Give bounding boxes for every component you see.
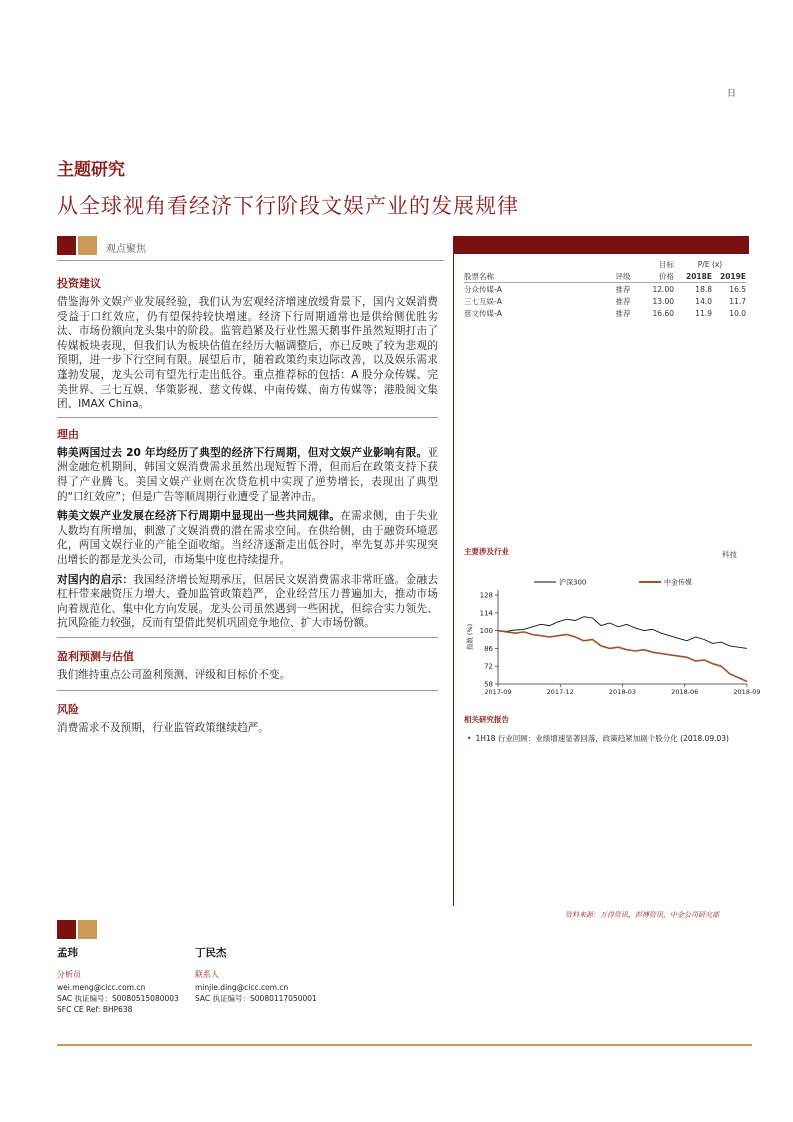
focus-swatch-red xyxy=(57,236,76,255)
stock-table xyxy=(464,258,746,319)
reason-paragraph-1 xyxy=(57,446,438,504)
section-title: 主题研究 xyxy=(57,160,125,180)
related-research-item[interactable] xyxy=(467,733,747,744)
x-tick-label: 2018-06 xyxy=(671,688,699,696)
analyst-card xyxy=(195,945,317,1004)
stock-name: 慈文传媒-A xyxy=(464,308,502,318)
legend-label: 中金传媒 xyxy=(664,578,692,587)
x-tick-label: 2018-03 xyxy=(608,688,637,696)
footer-rule xyxy=(57,1044,752,1046)
col-header-name: 股票名称 xyxy=(464,271,494,281)
divider xyxy=(57,637,438,638)
right-panel-header-bar xyxy=(453,236,749,254)
source-note: 资料来源：万得资讯，彭博资讯，中金公司研究部 xyxy=(565,911,719,919)
industry-value: 科技 xyxy=(722,550,737,559)
stock-rating: 推荐 xyxy=(615,284,631,294)
stock-pe-2019e: 11.7 xyxy=(729,296,746,306)
investment-text: 借鉴海外文娱产业发展经验，我们认为宏观经济增速放缓背景下，国内文娱消费受益于口红效应，仍有望保持较快增速。经济下行周期通常也是供给侧优胜劣汰、市场份额向龙头集中的阶段。监管趋紧及行业性黑天鹅事件虽然短期打击了传媒板块表现，但我们认为板块估值在经历大幅调整后，亦已反映了较为悲观的预期，进一步下行空间有限。展望后市，随着政策约束边际改善，以及娱乐需求蓬勃发展，龙头公司有望先行走出低谷。重点推荐标的包括：A 股分众传媒、完美世界、三七互娱、华策影视、慈文传媒、中南传媒、南方传媒等；港股阅文集团、IMAX China。 xyxy=(57,296,438,411)
right-panel-border-left xyxy=(453,254,454,906)
stock-price: 13.00 xyxy=(652,296,674,306)
table-row xyxy=(464,295,746,307)
col-header-2019e: 2019E xyxy=(720,271,746,281)
y-tick-label: 100 xyxy=(479,627,493,636)
col-header-rating: 评级 xyxy=(615,271,631,281)
left-column xyxy=(57,275,438,741)
col-header-2018e: 2018E xyxy=(686,271,712,281)
y-tick-label: 72 xyxy=(484,662,493,671)
focus-label: 观点聚焦 xyxy=(106,244,146,255)
stock-price: 12.00 xyxy=(652,284,674,294)
chart-series xyxy=(498,617,747,682)
related-research-label: 相关研究报告 xyxy=(464,715,509,724)
table-header-top xyxy=(464,258,746,270)
analyst-role: 分析员 xyxy=(57,970,81,979)
analyst-swatch-red xyxy=(57,920,76,939)
stock-pe-2018e: 18.8 xyxy=(695,284,712,294)
legend-label: 沪深300 xyxy=(559,578,587,587)
reason-paragraph-2 xyxy=(57,509,438,567)
reason-3-text: 我国经济增长短期承压，但居民文娱消费需求非常旺盛。金融去杠杆带来融资压力增大、叠加监管政策趋严，企业经营压力普遍加大，推动市场向着规范化、集中化方向发展。龙头公司虽然遇到一些困扰，但综合实力领先、抗风险能力较强，反而有望借此契机巩固竞争地位、扩大市场份额。 xyxy=(57,573,439,630)
y-tick-label: 86 xyxy=(484,644,493,653)
reason-paragraph-3 xyxy=(57,573,438,631)
divider xyxy=(57,690,438,691)
focus-swatch-gold xyxy=(78,236,97,255)
analyst-role: 联系人 xyxy=(195,970,219,979)
reasons-heading: 理由 xyxy=(57,427,79,441)
reason-3-lead: 对国内的启示： xyxy=(57,573,134,586)
industry-label: 主要涉及行业 xyxy=(464,547,509,556)
analyst-sac: SAC 执证编号：S0080117050001 xyxy=(195,994,317,1003)
analyst-sac: SAC 执证编号：S0080515080003 xyxy=(57,994,179,1003)
risk-heading: 风险 xyxy=(57,703,79,717)
bullet-icon: • xyxy=(467,734,472,743)
y-tick-label: 128 xyxy=(479,591,493,600)
analyst-email[interactable]: minjie.ding@cicc.com.cn xyxy=(195,983,289,992)
stock-rating: 推荐 xyxy=(615,308,631,318)
index-chart xyxy=(462,572,761,700)
stock-pe-2019e: 10.0 xyxy=(729,308,746,318)
forecast-heading: 盈利预测与估值 xyxy=(57,649,134,663)
pe-header: P/E (x) xyxy=(697,259,723,269)
risk-text: 消费需求不及预期，行业监管政策继续趋严。 xyxy=(57,722,269,735)
reason-2-lead: 韩美文娱产业发展在经济下行周期中显现出一些共同规律。 xyxy=(57,510,341,523)
x-tick-label: 2018-09 xyxy=(733,688,761,696)
stock-pe-2018e: 11.9 xyxy=(695,308,712,318)
y-tick-label: 58 xyxy=(484,680,493,689)
series-line xyxy=(498,617,747,649)
forecast-text: 我们维持重点公司盈利预测、评级和目标价不变。 xyxy=(57,668,291,681)
divider xyxy=(57,417,438,418)
stock-name: 三七互娱-A xyxy=(464,296,502,306)
analyst-card xyxy=(57,945,179,1015)
target-header: 目标 xyxy=(659,259,674,269)
report-title: 从全球视角看经济下行阶段文娱产业的发展规律 xyxy=(57,194,519,218)
stock-price: 16.60 xyxy=(652,308,674,318)
stock-table-block xyxy=(464,258,746,319)
page-corner-mark: 日 xyxy=(727,89,737,99)
reason-2-text: 在需求侧，由于失业人数均有所增加，刺激了文娱消费的潜在需求空间。在供给侧，由于融资环境恶化，两国文娱行业的产能全面收缩。当经济逐渐走出低谷时，率先复苏并实现突出增长的都是龙头公司，市场集中度也持续提升。 xyxy=(57,510,438,566)
reason-1-text: 亚洲金融危机期间，韩国文娱消费需求虽然出现短暂下滑，但而后在政策支持下获得了产业腾飞。美国文娱产业则在次贷危机中实现了逆势增长，表现出了典型的“口红效应”；但是广告等顺周期行业遭受了显著冲击。 xyxy=(57,446,438,503)
focus-divider xyxy=(57,260,444,261)
x-tick-label: 2017-09 xyxy=(484,688,512,696)
stock-pe-2018e: 14.0 xyxy=(695,296,712,306)
reason-1-lead: 韩美两国过去 20 年均经历了典型的经济下行周期，但对文娱产业影响有限。 xyxy=(57,446,428,459)
analyst-name: 丁民杰 xyxy=(195,947,227,959)
stock-pe-2019e: 16.5 xyxy=(729,284,746,294)
stock-rating: 推荐 xyxy=(615,296,631,306)
x-tick-label: 2017-12 xyxy=(546,688,574,696)
chart-legend xyxy=(534,578,692,587)
stock-name: 分众传媒-A xyxy=(464,284,502,294)
table-row xyxy=(464,307,746,319)
y-tick-label: 114 xyxy=(479,609,493,618)
analyst-name: 孟玮 xyxy=(57,947,78,959)
table-header xyxy=(464,270,746,283)
table-row xyxy=(464,283,746,296)
series-line xyxy=(498,631,747,682)
analyst-sfc: SFC CE Ref: BHP638 xyxy=(57,1005,133,1014)
col-header-price: 价格 xyxy=(659,271,674,281)
related-research-title[interactable]: 1H18 行业回顾：业绩增速显著回落，政策趋紧加剧个股分化 (2018.09.03) xyxy=(475,734,729,743)
analyst-email[interactable]: wei.meng@cicc.com.cn xyxy=(57,983,146,992)
analyst-swatch-gold xyxy=(78,920,97,939)
investment-heading: 投资建议 xyxy=(57,277,101,290)
y-axis-label: 指数 (%) xyxy=(466,623,474,651)
